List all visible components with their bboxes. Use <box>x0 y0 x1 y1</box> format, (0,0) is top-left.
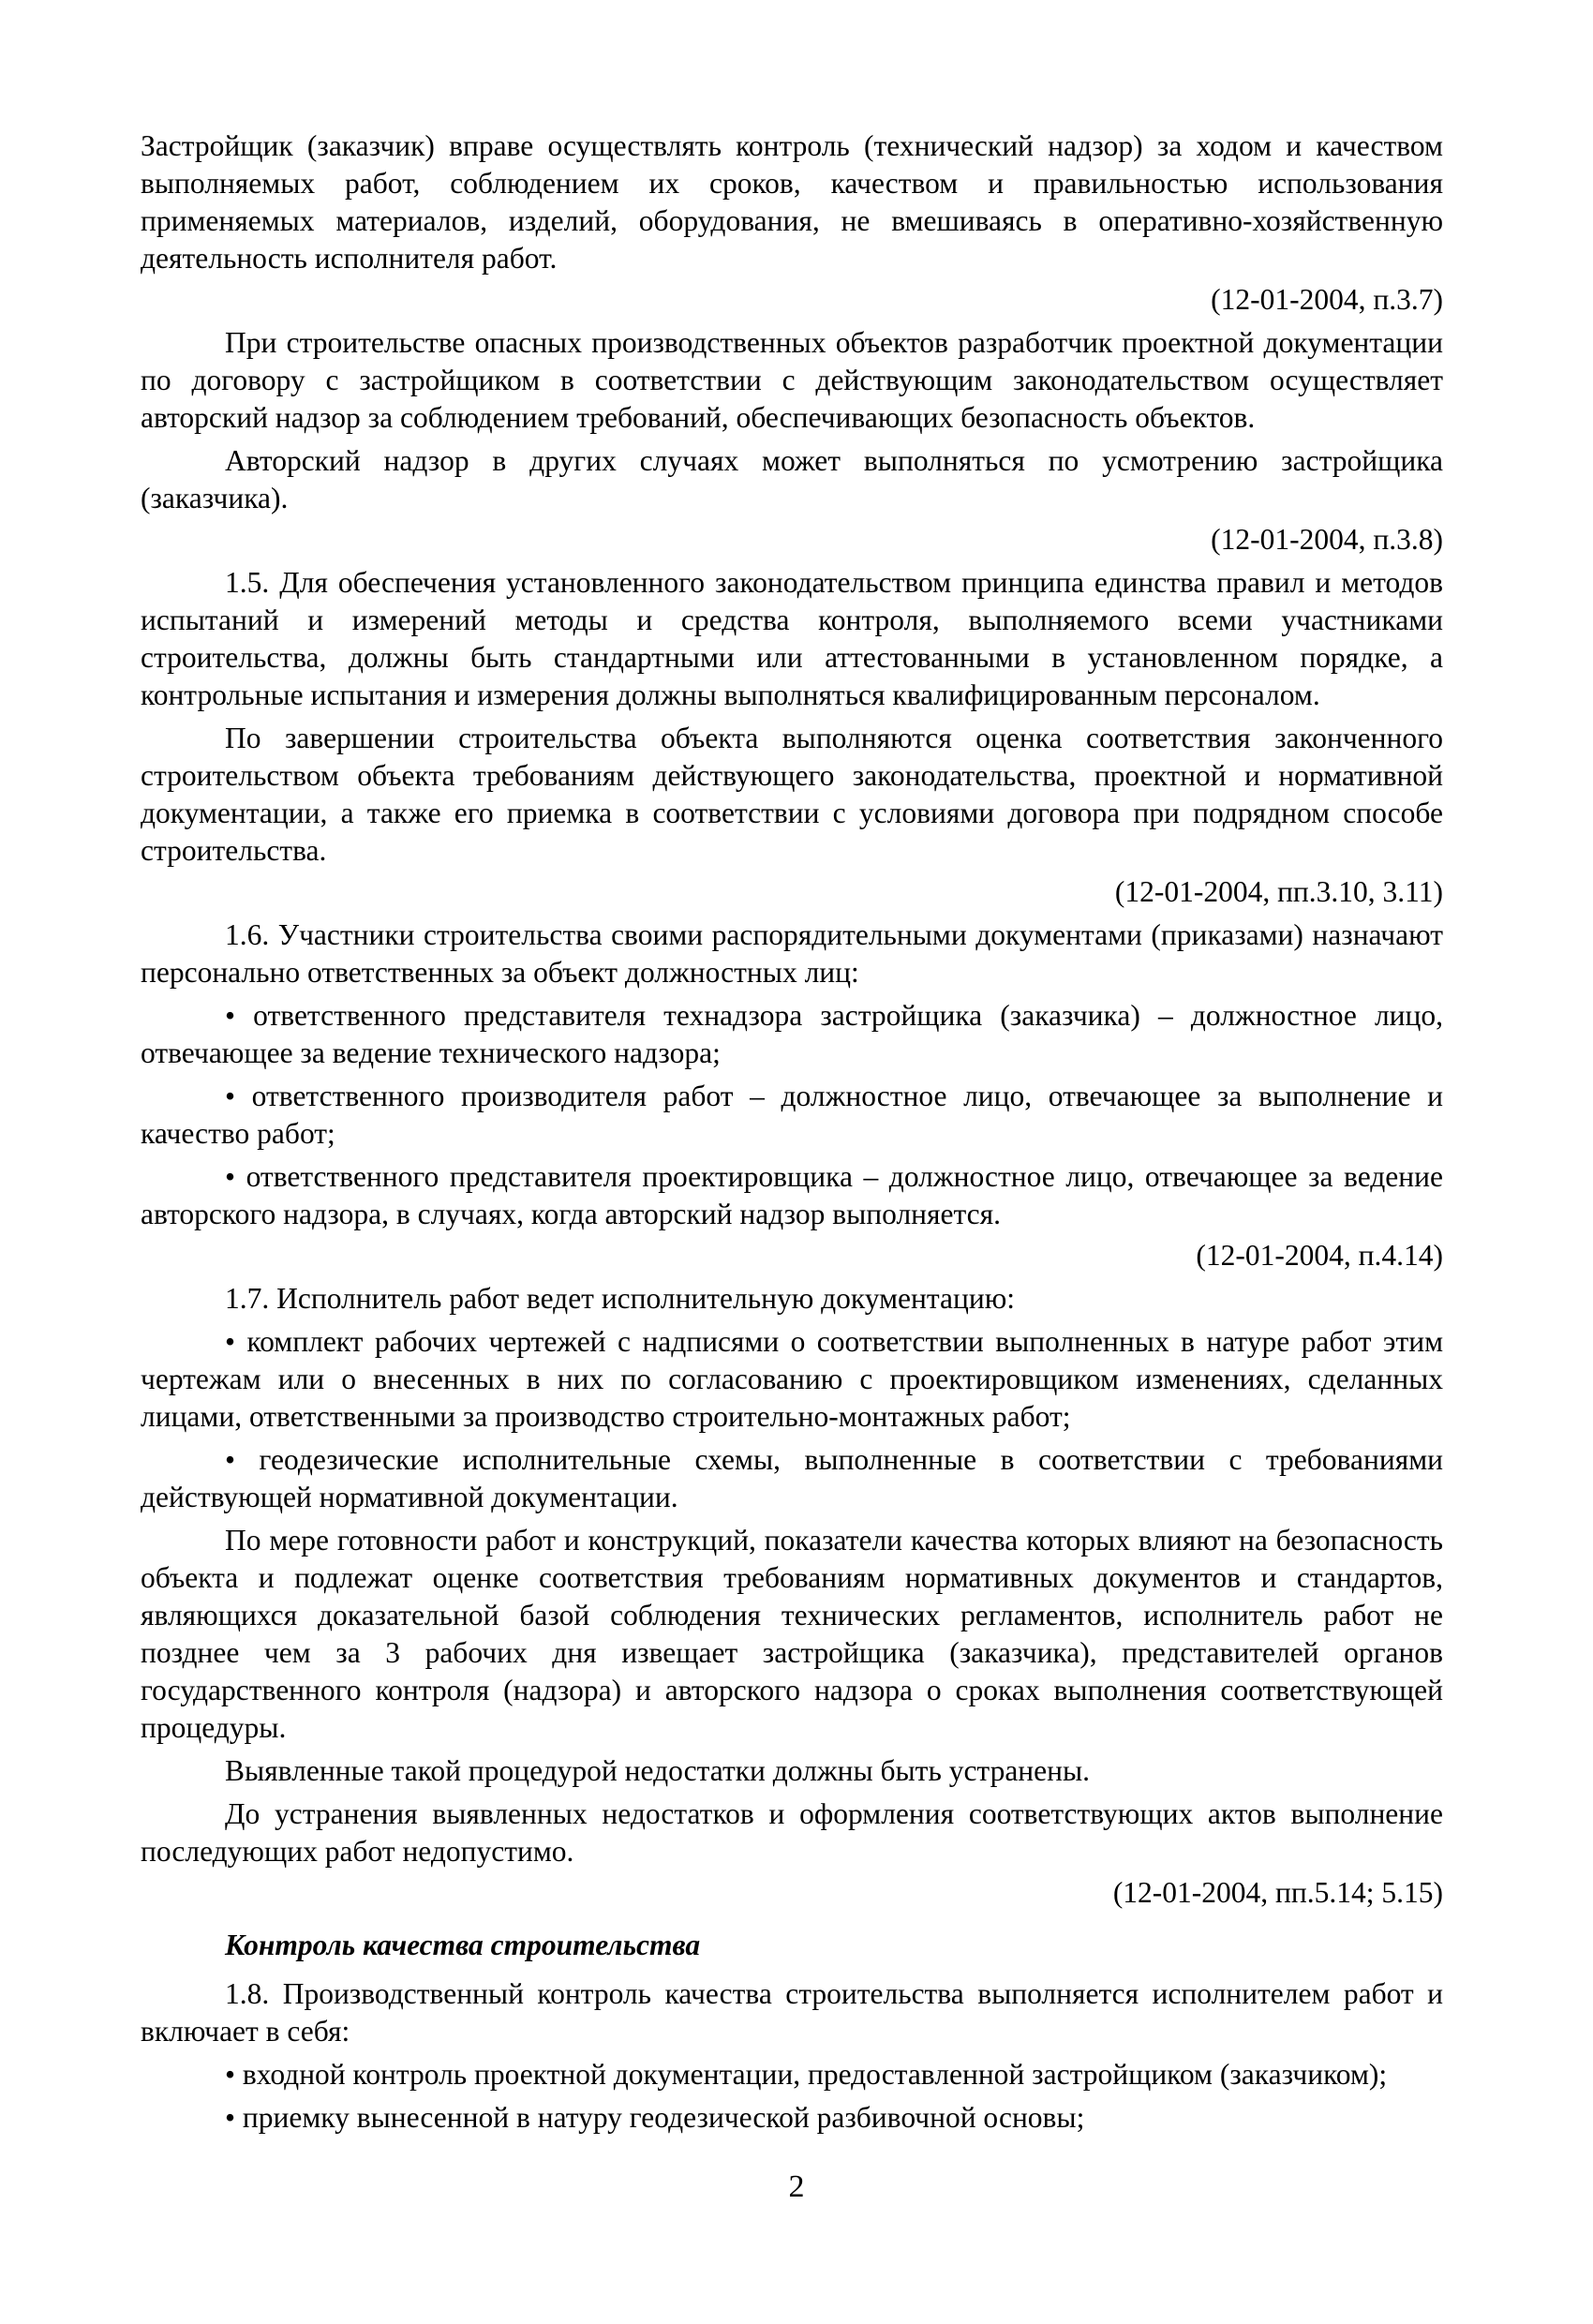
paragraph: Выявленные такой процедурой недостатки должны быть устранены. <box>225 1754 1091 1787</box>
paragraph: • приемку вынесенной в натуру геодезической разбивочной основы; <box>225 2101 1085 2134</box>
paragraph: По мере готовности работ и конструкций, показатели качества которых влияют на безопасность объекта и подлежат оценке соответствия требованиям нормативных документов и стандартов, являющихся доказательной базой соблюдения технических регламентов, исполнитель работ не позднее чем за 3 рабочих дня извещает застройщика (заказчика), представителей органов государственного контроля (надзора) и авторского надзора о сроках выполнения соответствующей процедуры. <box>141 1524 1443 1744</box>
reference-citation: (12-01-2004, пп.3.10, 3.11) <box>1114 875 1443 908</box>
paragraph: 1.8. Производственный контроль качества строительства выполняется исполнителем работ и включает в себя: <box>141 1977 1443 2048</box>
document-body <box>141 122 1443 2137</box>
section-heading: Контроль качества строительства <box>225 1929 701 1961</box>
page-number: 2 <box>788 2169 805 2204</box>
paragraph: 1.6. Участники строительства своими распорядительными документами (приказами) назначают персонально ответственных за объект должностных лиц: <box>141 918 1443 989</box>
paragraph: При строительстве опасных производственных объектов разработчик проектной документации по договору с застройщиком в соответствии с действующим законодательством осуществляет авторский надзор за соблюдением требований, обеспечивающих безопасность объектов. <box>141 326 1443 434</box>
paragraph: • входной контроль проектной документации, предоставленной застройщиком (заказчиком); <box>225 2058 1388 2091</box>
paragraph: • геодезические исполнительные схемы, выполненные в соответствии с требованиями действующей нормативной документации. <box>141 1443 1443 1513</box>
paragraph: До устранения выявленных недостатков и оформления соответствующих актов выполнение последующих работ недопустимо. <box>141 1797 1443 1868</box>
paragraph: 1.5. Для обеспечения установленного законодательством принципа единства правил и методов испытаний и измерений методы и средства контроля, выполняемого всеми участниками строительства, должны быть стандартными или аттестованными в установленном порядке, а контрольные испытания и измерения должны выполняться квалифицированным персоналом. <box>141 566 1443 711</box>
paragraph: • ответственного представителя проектировщика – должностное лицо, отвечающее за ведение авторского надзора, в случаях, когда авторский надзор выполняется. <box>141 1160 1443 1230</box>
paragraph: Застройщик (заказчик) вправе осуществлять контроль (технический надзор) за ходом и качеством выполняемых работ, соблюдением их сроков, качеством и правильностью использования применяемых материалов, изделий, оборудования, не вмешиваясь в оперативно-хозяйственную деятельность исполнителя работ. <box>141 129 1443 275</box>
paragraph: • комплект рабочих чертежей с надписями о соответствии выполненных в натуре работ этим чертежам или о внесенных в них по согласованию с проектировщиком изменениях, сделанных лицами, ответственными за производство строительно-монтажных работ; <box>141 1325 1443 1433</box>
paragraph: • ответственного производителя работ – должностное лицо, отвечающее за выполнение и качество работ; <box>141 1080 1443 1150</box>
reference-citation: (12-01-2004, п.3.8) <box>1211 523 1443 556</box>
reference-citation: (12-01-2004, п.4.14) <box>1196 1239 1443 1272</box>
reference-citation: (12-01-2004, пп.5.14; 5.15) <box>1112 1876 1443 1909</box>
reference-citation: (12-01-2004, п.3.7) <box>1211 283 1443 316</box>
paragraph: По завершении строительства объекта выполняются оценка соответствия законченного строительством объекта требованиям действующего законодательства, проектной и нормативной документации, а также его приемка в соответствии с условиями договора при подрядном способе строительства. <box>141 722 1443 867</box>
paragraph: Авторский надзор в других случаях может выполняться по усмотрению застройщика (заказчика). <box>141 444 1443 514</box>
paragraph: • ответственного представителя технадзора застройщика (заказчика) – должностное лицо, отвечающее за ведение технического надзора; <box>141 999 1443 1069</box>
paragraph: 1.7. Исполнитель работ ведет исполнительную документацию: <box>225 1282 1016 1315</box>
